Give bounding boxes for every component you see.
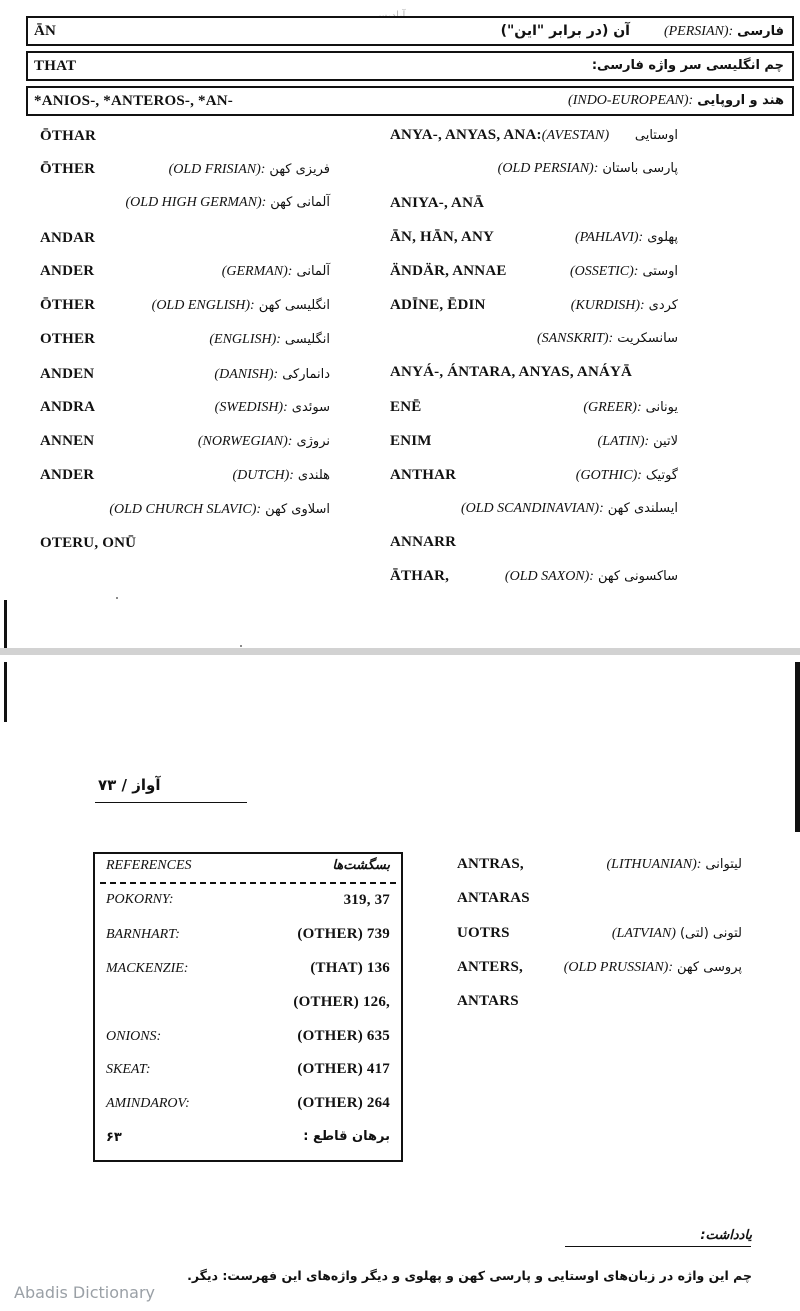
ref-value: (THAT) 136 — [310, 960, 390, 976]
left-lang-11 — [109, 502, 330, 518]
word: ANYA-, ANYAS, ANA: — [390, 127, 542, 143]
references-dashed-rule — [100, 882, 396, 884]
left-word-0: ŌTHAR — [40, 128, 97, 144]
right-word-8: ENĒ — [390, 399, 422, 415]
lang: (OLD PRUSSIAN): — [563, 960, 673, 975]
right-word-12: ANNARR — [390, 534, 457, 550]
lang: (OLD ENGLISH): — [151, 298, 255, 313]
lang: (OLD CHURCH SLAVIC): — [109, 502, 262, 517]
lang: (NORWEGIAN): — [197, 434, 293, 449]
lang: (GERMAN): — [221, 264, 293, 279]
lang: (OLD SAXON): — [504, 569, 594, 584]
left-word-1: ŌTHER — [40, 161, 96, 177]
lang: (GREER): — [583, 400, 642, 415]
scan-edge-left-lower — [4, 662, 7, 722]
fa: ساکسونی کهن — [597, 569, 678, 584]
lang: (PAHLAVI): — [574, 230, 644, 245]
left-word-10: ANDER — [40, 467, 95, 483]
references-header: REFERENCES — [106, 858, 192, 873]
note-underline — [565, 1246, 751, 1247]
fa: دانمارکی — [282, 367, 330, 382]
ref-value: (OTHER) 264 — [297, 1095, 390, 1111]
right-word-2: ANIYA-, ANĀ — [390, 195, 485, 211]
left-lang-8 — [215, 400, 330, 416]
ref-source: POKORNY: — [106, 892, 174, 907]
header-row-indo-european — [26, 86, 794, 116]
fa: پهلوی — [647, 230, 678, 245]
fa: اسلاوی کهن — [265, 502, 330, 517]
right-lang-3 — [575, 230, 678, 246]
right-word-5: ADĪNE, ĒDIN — [390, 297, 486, 313]
baltic-lang — [607, 857, 742, 873]
lang: (OLD FRISIAN): — [168, 162, 266, 177]
fa: ایسلندی کهن — [607, 501, 678, 516]
fa: لیتوانی — [705, 857, 742, 872]
left-word-4: ANDER — [40, 263, 95, 279]
lang: (DUTCH): — [232, 468, 294, 483]
left-word-9: ANNEN — [40, 433, 95, 449]
fa: آلمانی — [296, 264, 330, 279]
lang: (OLD PERSIAN): — [497, 161, 599, 176]
lang: (GOTHIC): — [575, 468, 642, 483]
lang: (OLD HIGH GERMAN): — [125, 195, 267, 210]
title-underline — [95, 802, 247, 803]
header-row-persian — [26, 16, 794, 46]
right-fa-0: اوستایی — [634, 128, 678, 143]
left-word-8: ANDRA — [40, 399, 96, 415]
ref-source: MACKENZIE: — [106, 961, 189, 976]
right-lang-10 — [576, 468, 678, 484]
lang: (KURDISH): — [570, 298, 645, 313]
persian-word: ĀN — [34, 23, 57, 39]
right-lang-8 — [583, 400, 678, 416]
left-word-12: OTERU, ONŪ — [40, 535, 137, 551]
fa: یونانی — [645, 400, 678, 415]
right-lang-11 — [461, 501, 678, 517]
ref-source: SKEAT: — [106, 1062, 151, 1077]
lang: (SANSKRIT): — [536, 331, 614, 346]
ie-lang: (INDO-EUROPEAN): — [568, 93, 694, 108]
right-word-3: ĀN, HĀN, ANY — [390, 229, 495, 245]
ref-source: BARNHART: — [106, 927, 180, 942]
fa: سوئدی — [291, 400, 330, 415]
fa: انگلیسی کهن — [258, 298, 330, 313]
scan-edge-left — [4, 600, 7, 648]
fa: سانسکریت — [617, 331, 678, 346]
ref-value: (OTHER) 126, — [293, 994, 390, 1010]
fa: اوستی — [642, 264, 678, 279]
right-word-13: ĀTHAR, — [390, 568, 450, 584]
left-lang-6 — [209, 332, 330, 348]
lang: (LATVIAN) — [611, 926, 676, 941]
left-lang-4 — [222, 264, 330, 280]
fa: پارسی باستان — [602, 161, 678, 176]
lang: (LATIN): — [597, 434, 650, 449]
persian-fa: فارسی — [737, 24, 784, 39]
fa: انگلیسی — [284, 332, 330, 347]
fa: آلمانی کهن — [270, 195, 330, 210]
right-lang-6 — [537, 331, 678, 347]
ref-value: 319, 37 — [343, 892, 390, 908]
fa: لاتین — [653, 434, 678, 449]
ref-source: ۶۳ — [106, 1130, 122, 1145]
persian-label — [501, 23, 784, 40]
baltic-lang — [612, 926, 742, 942]
note-title: یادداشت: — [700, 1228, 752, 1243]
baltic-word: ANTERS, — [457, 959, 523, 975]
baltic-word: UOTRS — [457, 925, 510, 941]
fa: کردی — [648, 298, 678, 313]
lang: (ENGLISH): — [209, 332, 281, 347]
fa: فریزی کهن — [269, 162, 330, 177]
meaning-word: THAT — [34, 58, 77, 74]
ref-value: (OTHER) 739 — [297, 926, 390, 942]
ref-value: برهان قاطع : — [303, 1129, 390, 1144]
left-word-7: ANDEN — [40, 366, 95, 382]
lang: (OLD SCANDINAVIAN): — [460, 501, 604, 516]
ie-fa: هند و اروپایی — [697, 93, 784, 108]
baltic-word: ANTRAS, — [457, 856, 524, 872]
ie-roots: *ANIOS-, *ANTEROS-, *AN- — [34, 93, 233, 109]
right-word-4: ÄNDÄR, ANNAE — [390, 263, 507, 279]
ref-value: (OTHER) 635 — [297, 1028, 390, 1044]
scan-edge-right-lower — [795, 662, 800, 832]
right-word-7: ANYÁ-, ÁNTARA, ANYAS, ANÁYĀ — [390, 364, 633, 380]
left-lang-5 — [152, 298, 330, 314]
lang: (LITHUANIAN): — [606, 857, 702, 872]
lang: (AVESTAN) — [541, 128, 610, 143]
fa: هلندی — [297, 468, 330, 483]
speck — [240, 645, 242, 647]
lang: (OSSETIC): — [570, 264, 639, 279]
ie-label — [568, 93, 784, 109]
ref-source: AMINDAROV: — [106, 1096, 190, 1111]
right-word-9: ENIM — [390, 433, 432, 449]
ref-source: ONIONS: — [106, 1029, 162, 1044]
left-word-5: ŌTHER — [40, 297, 96, 313]
speck — [116, 597, 118, 599]
page-title: آواز / ۷۳ — [98, 776, 161, 794]
right-word-10: ANTHAR — [390, 467, 457, 483]
persian-value: آن (در برابر "این") — [500, 23, 630, 39]
right-word-0 — [390, 127, 609, 144]
fa: نروژی — [296, 434, 330, 449]
left-lang-1 — [169, 162, 330, 178]
fa: گوتیک — [645, 468, 678, 483]
lang: (SWEDISH): — [214, 400, 288, 415]
right-lang-13 — [505, 569, 678, 585]
left-lang-7 — [214, 367, 330, 383]
baltic-word: ANTARS — [457, 993, 519, 1009]
right-lang-9 — [598, 434, 678, 450]
persian-lang: (PERSIAN): — [663, 24, 734, 39]
fa: لتونی (لتی) — [679, 926, 742, 941]
fa: پروسی کهن — [676, 960, 742, 975]
baltic-word: ANTARAS — [457, 890, 530, 906]
right-lang-1 — [498, 161, 678, 177]
meaning-label: چم انگلیسی سر واژه فارسی: — [591, 58, 784, 73]
left-word-3: ANDAR — [40, 230, 96, 246]
right-lang-4 — [570, 264, 678, 280]
left-word-6: OTHER — [40, 331, 96, 347]
ref-value: (OTHER) 417 — [297, 1061, 390, 1077]
left-lang-9 — [198, 434, 330, 450]
footer-watermark: Abadis Dictionary — [14, 1283, 155, 1302]
lang: (DANISH): — [214, 367, 279, 382]
header-row-meaning — [26, 51, 794, 81]
right-lang-5 — [571, 298, 678, 314]
baltic-lang — [564, 960, 742, 976]
references-header-fa: بسگشت‌ها — [332, 858, 390, 873]
note-text: چم این واژه در زبان‌های اوستایی و پارسی کهن و پهلوی و دیگر واژه‌های این فهرست: دیگر. — [187, 1268, 752, 1283]
left-lang-2 — [126, 195, 330, 211]
left-lang-10 — [232, 468, 330, 484]
